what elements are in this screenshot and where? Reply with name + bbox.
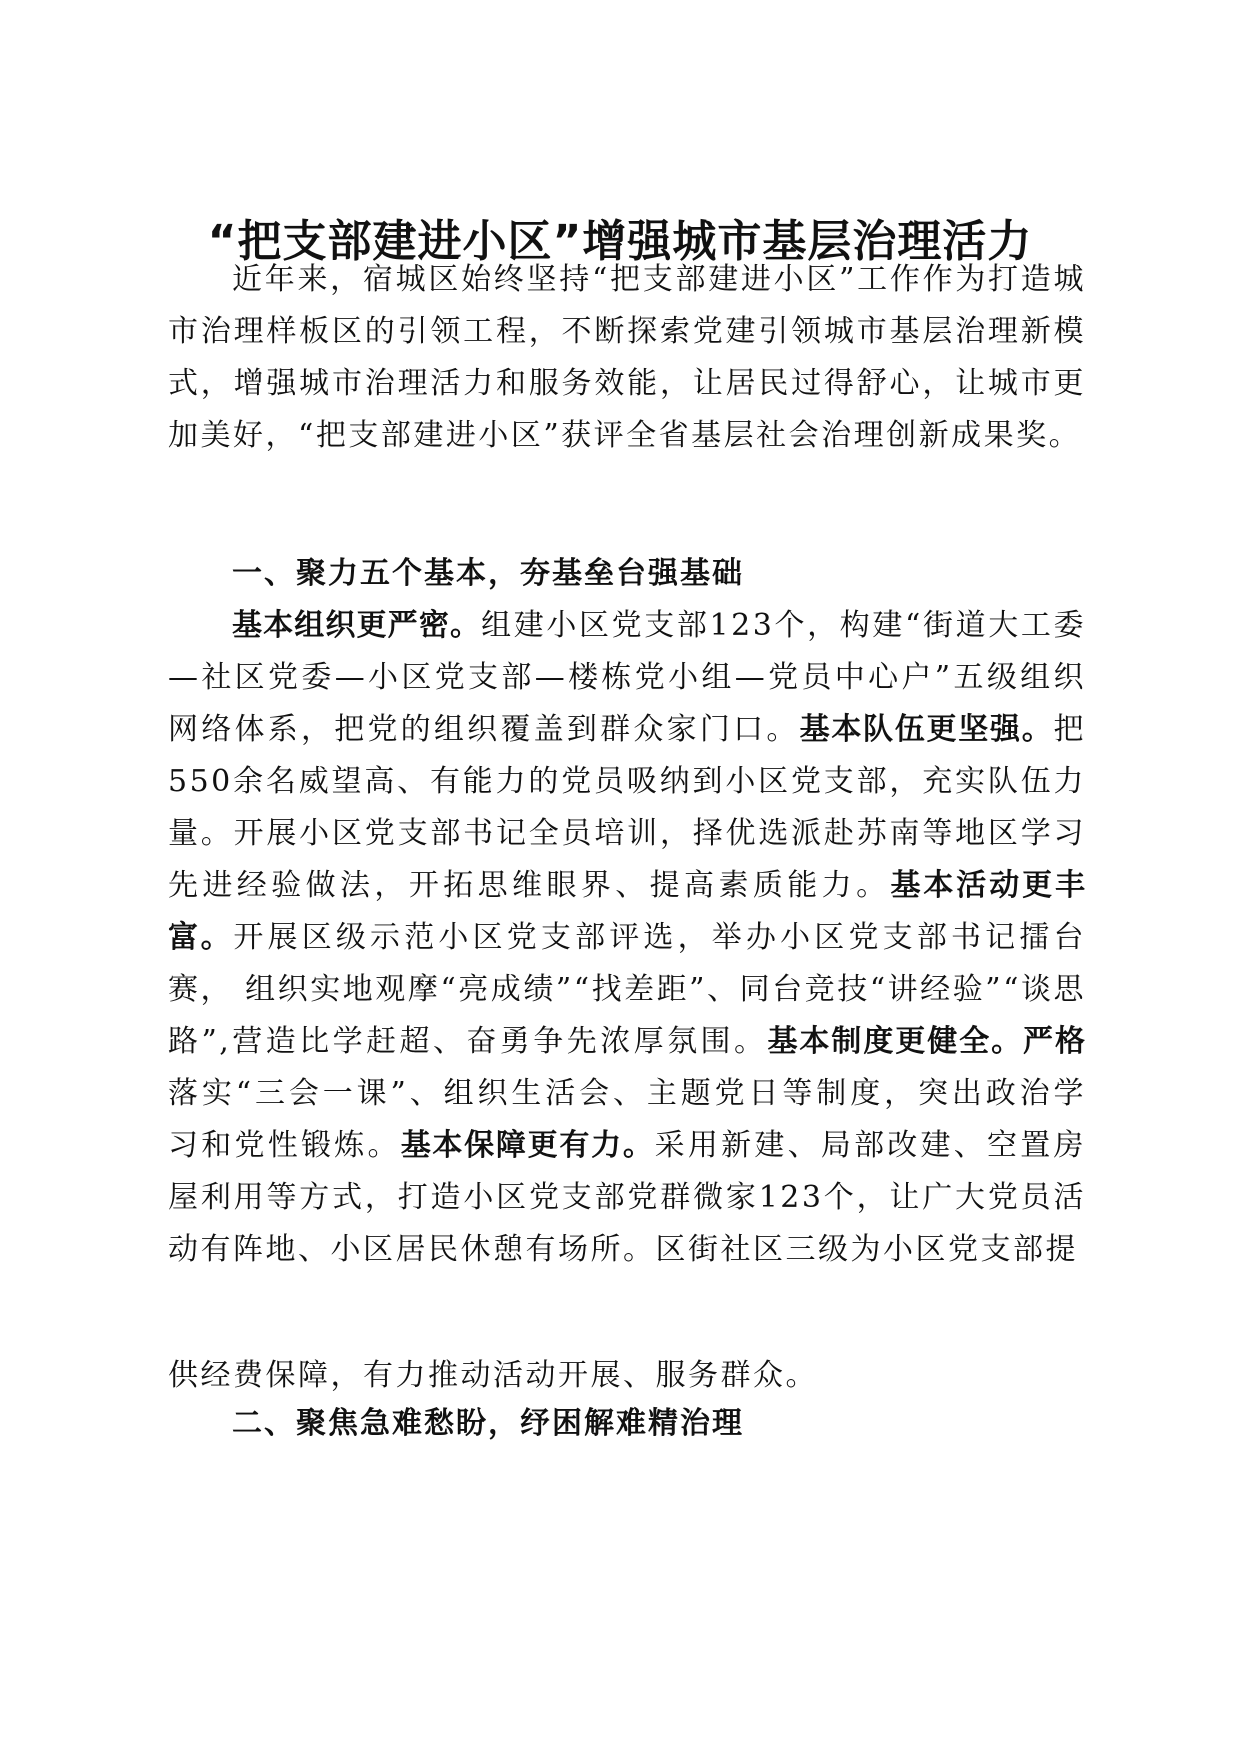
lead-basic-organization: 基本组织更严密。 [232,608,482,643]
lead-basic-system: 基本制度更健全。严格 [767,1024,1087,1059]
text-basic-activity: 开展区级示范小区党支部评选，举办小区党支部书记擂台赛， 组织实地观摩“亮成绩”“找差距”、同台竞技“讲经验”“谈思 路”,营造比学赶超、奋勇争先浓厚氛围。 [168,920,1087,1059]
section-1-tail-line: 供经费保障，有力推动活动开展、服务群众。 [168,1358,818,1393]
lead-basic-guarantee: 基本保障更有力。 [400,1128,655,1163]
text-basic-organization: 组建小区党支部123个，构建“街道大工委—社区党委—小区党支部—楼栋党小组—党员中心户”五级组织网络体系，把党的组织覆盖到群众家门口。 [168,608,1086,747]
section-1-heading: 一、聚力五个基本，夯基垒台强基础 [232,556,744,591]
text-basic-guarantee: 采用新建、局部改建、空置房 屋利用等方式，打造小区党支部党群微家123个，让广大党员活 动有阵地、小区居民休憩有场所。区街社区三级为小区党支部提 [168,1128,1087,1267]
section-2-heading: 二、聚焦急难愁盼，纾困解难精治理 [232,1406,744,1441]
section-1-paragraph [168,600,1086,1276]
document-title: “把支部建进小区”增强城市基层治理活力 [207,216,1033,267]
lead-basic-activity: 基本活动更丰富。 [168,868,1087,955]
text-basic-system: 落实“三会一课”、组织生活会、主题党日等制度，突出政治学 习和党性锻炼。 [168,1076,1086,1163]
intro-paragraph: 近年来，宿城区始终坚持“把支部建进小区”工作作为打造城市治理样板区的引领工程，不断探索党建引领城市基层治理新模式，增强城市治理活力和服务效能，让居民过得舒心，让城市更加美好，“把支部建进小区”获评全省基层社会治理创新成果奖。 [168,262,1086,453]
text-basic-team: 把550余名威望高、有能力的党员吸纳到小区党支部，充实队伍力量。开展小区党支部书记全员培训，择优选派赴苏南等地区学习先进经验做法，开拓思维眼界、提高素质能力。 [168,712,1087,903]
lead-basic-team: 基本队伍更坚强。 [799,712,1054,747]
